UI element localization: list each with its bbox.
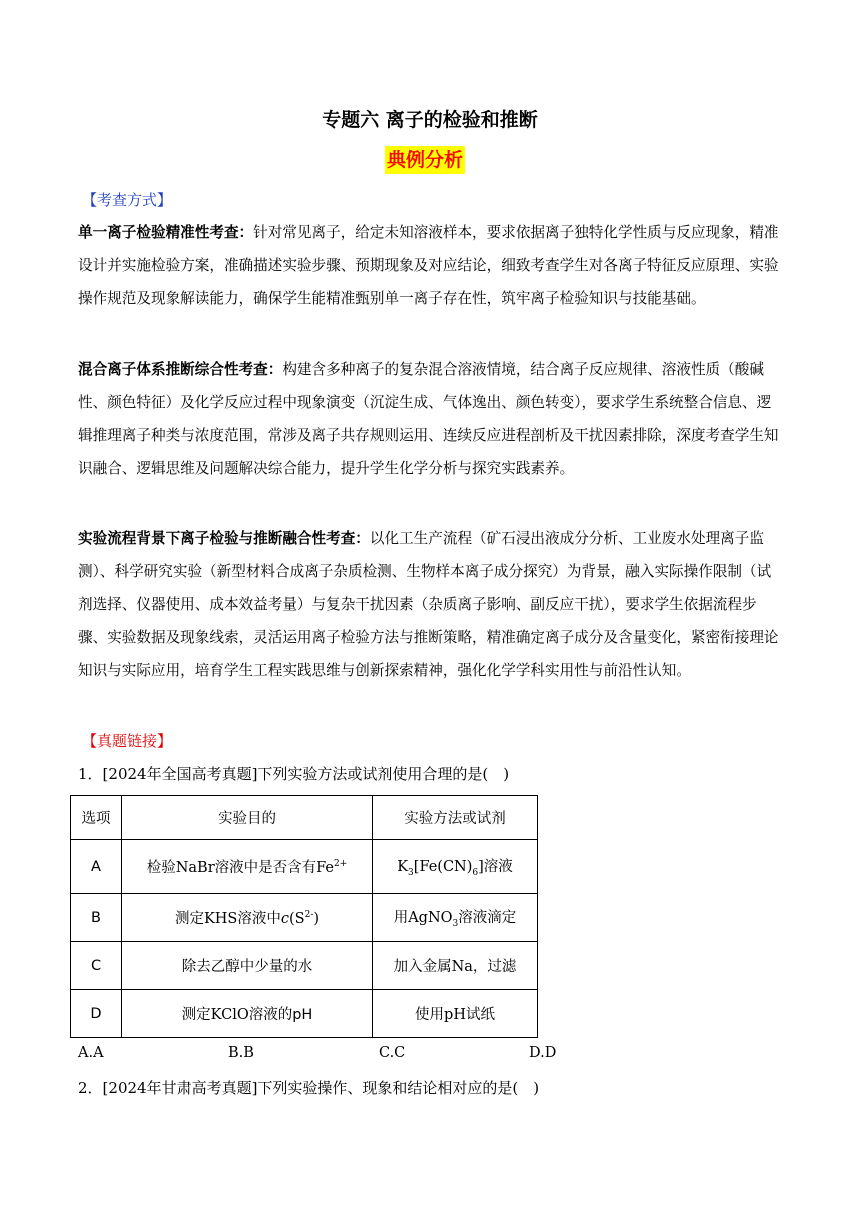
text: 加入金属 (393, 959, 452, 975)
chem-formula: [Fe(CN) (413, 859, 473, 876)
document-title: 专题六 离子的检验和推断 (322, 109, 538, 131)
bracket: ) (313, 911, 320, 927)
question-2-stem: 2．[2024年甘肃高考真题]下列实验操作、现象和结论相对应的是( ) (78, 1079, 540, 1097)
subscript: 6 (472, 867, 479, 878)
cell-method (373, 942, 538, 990)
answer-option-c: C.C (379, 1045, 406, 1061)
chem-formula: KHS (203, 911, 238, 927)
cell-option: A (71, 840, 122, 894)
table-row (71, 840, 538, 894)
text: 溶液中是否含有 (214, 860, 317, 876)
chem-formula: pH (444, 1007, 466, 1023)
question-1-table (70, 795, 538, 1038)
answer-option-a: A.A (78, 1045, 104, 1061)
ion-charge: 2+ (334, 859, 348, 870)
chem-formula: K (397, 859, 409, 876)
section-banner: 典例分析 (385, 146, 465, 174)
text: 测定 (174, 911, 204, 927)
bracket: ] (478, 859, 484, 876)
cell-method (373, 990, 538, 1038)
cell-aim (122, 840, 373, 894)
text: ，过滤 (472, 959, 517, 975)
chem-formula: Na (451, 959, 473, 975)
paragraph-lead: 混合离子体系推断综合性考查： (78, 361, 283, 378)
cell-aim (122, 894, 373, 942)
paragraph-body: 针对常见离子，给定未知溶液样本，要求依据离子独特化学性质与反应现象，精准设计并实施检验方案，准确描述实验步骤、预期现象及对应结论，细致考查学生对各离子特征反应原理、实验操作规范及现象解读能力，确保学生能精准甄别单一离子存在性，筑牢离子检验知识与技能基础。 (78, 224, 779, 307)
text: 使用 (415, 1007, 445, 1023)
table-row (71, 990, 538, 1038)
chem-formula: KClO (210, 1007, 249, 1023)
paragraph-experiment-flow (78, 522, 784, 687)
paragraph-lead: 实验流程背景下离子检验与推断融合性考查： (78, 530, 370, 547)
ion-charge: 2- (304, 910, 314, 921)
concentration-symbol: c (280, 911, 289, 927)
header-method: 实验方法或试剂 (373, 796, 538, 840)
text: 溶液中 (237, 911, 281, 927)
text: 溶液 (483, 859, 513, 876)
cell-option: B (71, 894, 122, 942)
cell-option: C (71, 942, 122, 990)
paragraph-lead: 单一离子检验精准性考查： (78, 224, 254, 241)
table-row (71, 894, 538, 942)
chem-formula: (S (289, 911, 305, 927)
paragraph-body: 构建含多种离子的复杂混合溶液情境，结合离子反应规律、溶液性质（酸碱性、颜色特征）及化学反应过程中现象演变（沉淀生成、气体逸出、颜色转变），要求学生系统整合信息、逻辑推理离子种类与浓度范围，常涉及离子共存规则运用、连续反应进程剖析及干扰因素排除，深度考查学生知识融合、逻辑思维及问题解决综合能力，提升学生化学分析与探究实践素养。 (78, 361, 779, 477)
text: 溶液滴定 (458, 910, 517, 927)
cell-method (373, 894, 538, 942)
subscript: 3 (452, 918, 459, 929)
chem-formula: Fe (316, 860, 334, 876)
question-1-stem: 1．[2024年全国高考真题]下列实验方法或试剂使用合理的是( ) (78, 765, 510, 783)
chem-formula: NaBr (175, 860, 215, 876)
cell-method (373, 840, 538, 894)
text: 测定 (181, 1007, 211, 1023)
cell-aim: 除去乙醇中少量的水 (122, 942, 373, 990)
header-option: 选项 (71, 796, 122, 840)
cell-aim (122, 990, 373, 1038)
paragraph-mixed-ions (78, 353, 784, 485)
paragraph-body: 以化工生产流程（矿石浸出液成分分析、工业废水处理离子监测）、科学研究实验（新型材料合成离子杂质检测、生物样本离子成分探究）为背景，融入实际操作限制（试剂选择、仪器使用、成本效益考量）与复杂干扰因素（杂质离子影响、副反应干扰），要求学生依据流程步骤、实验数据及现象线索，灵活运用离子检验方法与推断策略，精准确定离子成分及含量变化，紧密衔接理论知识与实际应用，培育学生工程实践思维与创新探索精神，强化化学学科实用性与前沿性认知。 (78, 530, 779, 679)
text: 溶液的pH (248, 1007, 313, 1023)
text: 检验 (146, 860, 176, 876)
table-row (71, 942, 538, 990)
subscript: 3 (408, 867, 414, 878)
section-heading-exam-style: 【考查方式】 (82, 191, 173, 209)
answer-option-b: B.B (228, 1045, 254, 1061)
text: 试纸 (465, 1007, 495, 1023)
chem-formula: AgNO (408, 910, 453, 927)
header-aim: 实验目的 (122, 796, 373, 840)
text: 用 (393, 910, 409, 927)
table-header-row (71, 796, 538, 840)
paragraph-single-ion (78, 216, 784, 315)
section-heading-real-questions: 【真题链接】 (82, 732, 173, 750)
cell-option: D (71, 990, 122, 1038)
answer-option-d: D.D (529, 1045, 557, 1061)
